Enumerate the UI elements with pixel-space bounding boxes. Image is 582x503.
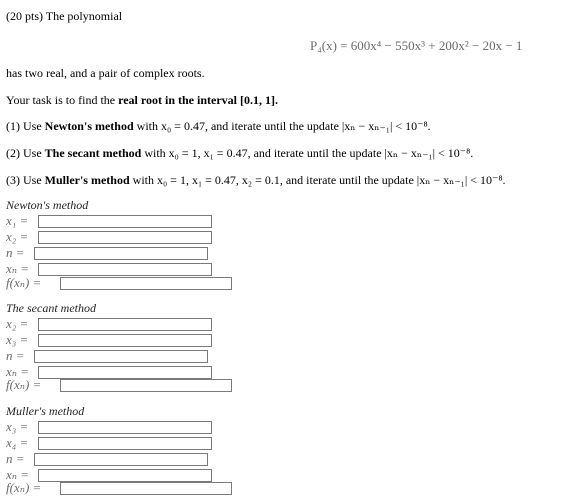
item2-method: The secant method — [44, 146, 142, 160]
newton-x1-label: x₁ = — [6, 213, 29, 228]
item2-suffix: with x₀ = 1, x₁ = 0.47, and iterate until the update |xₙ − xₙ₋₁| < 10⁻⁸. — [141, 146, 474, 160]
secant-x2-label: x₂ = — [6, 316, 29, 331]
newton-x2-label: x₂ = — [6, 229, 29, 244]
muller-x4-input[interactable] — [38, 437, 212, 450]
muller-n-label: n = — [6, 451, 25, 466]
item1-method: Newton's method — [44, 119, 134, 133]
problem-header: (20 pts) The polynomial — [6, 9, 123, 23]
polynomial-formula: P₄(x) = 600x⁴ − 550x³ + 200x² − 20x − 1 — [310, 38, 523, 53]
secant-xn-label: xₙ = — [6, 364, 30, 379]
muller-fxn-input[interactable] — [60, 482, 232, 495]
muller-xn-input[interactable] — [38, 469, 212, 482]
secant-n-input[interactable] — [34, 350, 208, 363]
item3-method: Muller's method — [44, 173, 130, 187]
newton-fxn-input[interactable] — [60, 277, 232, 290]
newton-x1-input[interactable] — [38, 215, 212, 228]
secant-n-label: n = — [6, 348, 25, 363]
secant-fxn-label: f(xₙ) = — [6, 377, 42, 392]
secant-xn-input[interactable] — [38, 366, 212, 379]
muller-x3-label: x₃ = — [6, 419, 29, 434]
item3-prefix: (3) Use — [6, 173, 45, 187]
item3-suffix: with x₀ = 1, x₁ = 0.47, x₂ = 0.1, and iterate until the update |xₙ − xₙ₋₁| < 10⁻⁸. — [129, 173, 506, 187]
muller-n-input[interactable] — [34, 453, 208, 466]
instruction-newton — [6, 119, 431, 134]
instruction-muller — [6, 173, 506, 188]
roots-description: has two real, and a pair of complex roots. — [6, 66, 205, 80]
item1-suffix: with x₀ = 0.47, and iterate until the update |xₙ − xₙ₋₁| < 10⁻⁸. — [133, 119, 431, 133]
newton-xn-input[interactable] — [38, 263, 212, 276]
newton-xn-label: xₙ = — [6, 261, 30, 276]
secant-x3-label: x₃ = — [6, 332, 29, 347]
task-prefix: Your task is to find the — [6, 93, 119, 107]
secant-x3-input[interactable] — [38, 334, 212, 347]
item1-prefix: (1) Use — [6, 119, 45, 133]
muller-fxn-label: f(xₙ) = — [6, 480, 42, 495]
secant-fxn-input[interactable] — [60, 379, 232, 392]
item2-prefix: (2) Use — [6, 146, 45, 160]
muller-section-title: Muller's method — [6, 404, 85, 418]
task-interval: real root in the interval [0.1, 1]. — [118, 93, 278, 107]
newton-section-title: Newton's method — [6, 198, 89, 212]
task-statement — [6, 93, 278, 108]
secant-x2-input[interactable] — [38, 318, 212, 331]
newton-fxn-label: f(xₙ) = — [6, 275, 42, 290]
muller-x4-label: x₄ = — [6, 435, 29, 450]
newton-n-input[interactable] — [34, 247, 208, 260]
secant-section-title: The secant method — [6, 301, 96, 315]
newton-n-label: n = — [6, 245, 25, 260]
muller-x3-input[interactable] — [38, 421, 212, 434]
newton-x2-input[interactable] — [38, 231, 212, 244]
muller-xn-label: xₙ = — [6, 467, 30, 482]
instruction-secant — [6, 146, 473, 161]
